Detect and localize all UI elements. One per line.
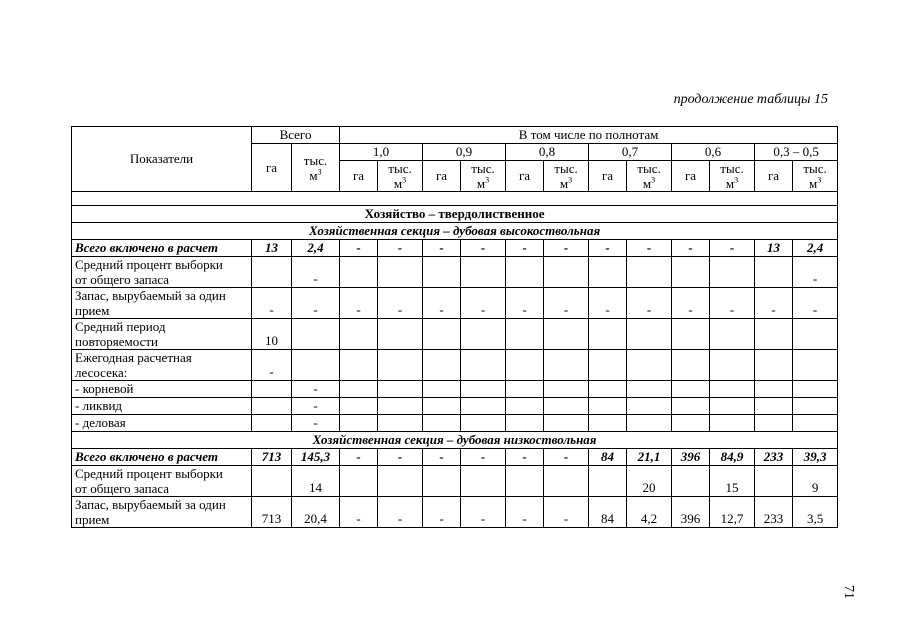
table-cell: 15	[710, 466, 755, 497]
table-cell: 84	[589, 497, 627, 528]
row-label: Запас, вырубаемый за один прием	[72, 288, 252, 319]
table-cell	[793, 350, 838, 381]
unit-ha: га	[589, 161, 627, 192]
unit-thous-m3: тыс. $м^3$	[544, 161, 589, 192]
table-cell	[292, 319, 340, 350]
table-cell	[755, 466, 793, 497]
table-cell: -	[461, 497, 506, 528]
table-cell: -	[461, 240, 506, 257]
forest-table	[71, 126, 838, 528]
table-cell: -	[378, 240, 423, 257]
table-cell	[755, 319, 793, 350]
table-cell: -	[793, 288, 838, 319]
unit-thous-m3: тыс. $м^3$	[378, 161, 423, 192]
table-cell	[544, 415, 589, 432]
header-indicators: Показатели	[72, 127, 252, 192]
table-cell	[672, 381, 710, 398]
table-cell	[589, 257, 627, 288]
table-cell	[506, 381, 544, 398]
page-number: 71	[841, 585, 856, 599]
header-row-1	[72, 127, 838, 144]
table-cell: -	[544, 449, 589, 466]
header-density-4: 0,7	[589, 144, 672, 161]
table-caption: продолжение таблицы 15	[673, 92, 828, 107]
table-cell	[672, 398, 710, 415]
row-label: Запас, вырубаемый за один прием	[72, 497, 252, 528]
table-cell: 4,2	[627, 497, 672, 528]
table-cell	[506, 257, 544, 288]
table-cell	[461, 381, 506, 398]
row-label: Ежегодная расчетная лесосека:	[72, 350, 252, 381]
table-cell: 21,1	[627, 449, 672, 466]
table-cell: -	[378, 288, 423, 319]
farm-title-row	[72, 206, 838, 223]
table-cell	[292, 350, 340, 381]
table-cell	[378, 415, 423, 432]
unit-thous-m3: тыс. $м^3$	[710, 161, 755, 192]
row-label: Всего включено в расчет	[72, 449, 252, 466]
table-cell	[627, 319, 672, 350]
table-cell	[627, 350, 672, 381]
table-cell	[589, 398, 627, 415]
table-cell: -	[627, 240, 672, 257]
table-cell: 713	[252, 497, 292, 528]
table-cell: -	[506, 240, 544, 257]
table-cell: -	[423, 240, 461, 257]
table-cell: -	[252, 350, 292, 381]
table-cell	[710, 257, 755, 288]
table-cell: 39,3	[793, 449, 838, 466]
table-cell	[589, 466, 627, 497]
table-cell	[544, 466, 589, 497]
table-cell: 2,4	[793, 240, 838, 257]
table-cell	[461, 398, 506, 415]
unit-ha: га	[340, 161, 378, 192]
table-cell: 3,5	[793, 497, 838, 528]
table-cell	[340, 398, 378, 415]
table-cell	[378, 257, 423, 288]
table-cell: -	[292, 415, 340, 432]
table-cell: 233	[755, 497, 793, 528]
row-label: Всего включено в расчет	[72, 240, 252, 257]
header-including: В том числе по полнотам	[340, 127, 838, 144]
table-cell	[506, 319, 544, 350]
table-cell	[755, 257, 793, 288]
table-cell: -	[710, 240, 755, 257]
table-cell: -	[423, 449, 461, 466]
table-cell	[506, 350, 544, 381]
table-cell	[252, 398, 292, 415]
table-cell	[710, 381, 755, 398]
header-total-ha: га	[252, 144, 292, 192]
blank-row	[72, 192, 838, 206]
unit-thous-m3: тыс. $м^3$	[793, 161, 838, 192]
table-cell: -	[340, 288, 378, 319]
table-cell	[423, 257, 461, 288]
table-cell: -	[710, 288, 755, 319]
table-cell	[506, 466, 544, 497]
table-cell	[544, 257, 589, 288]
table-cell	[589, 381, 627, 398]
table-cell: -	[755, 288, 793, 319]
table-cell	[672, 415, 710, 432]
table-cell: 84,9	[710, 449, 755, 466]
table-cell	[252, 381, 292, 398]
table-cell	[461, 257, 506, 288]
table-cell: -	[793, 257, 838, 288]
unit-thous-m3: тыс. $м^3$	[627, 161, 672, 192]
table-cell	[340, 257, 378, 288]
section-title-row	[72, 432, 838, 449]
table-cell	[755, 398, 793, 415]
table-row	[72, 497, 838, 528]
header-density-2: 0,9	[423, 144, 506, 161]
table-cell: 13	[755, 240, 793, 257]
table-cell: -	[589, 240, 627, 257]
unit-thous-m3: тыс. $м^3$	[461, 161, 506, 192]
table-cell: -	[506, 449, 544, 466]
table-cell	[506, 415, 544, 432]
table-cell	[423, 398, 461, 415]
table-cell: 10	[252, 319, 292, 350]
header-density-3: 0,8	[506, 144, 589, 161]
table-cell: -	[423, 288, 461, 319]
table-cell: -	[340, 497, 378, 528]
table-cell	[589, 415, 627, 432]
table-row	[72, 350, 838, 381]
table-cell	[461, 350, 506, 381]
table-cell: 713	[252, 449, 292, 466]
table-cell	[378, 319, 423, 350]
table-cell: 9	[793, 466, 838, 497]
table-cell	[423, 466, 461, 497]
table-cell	[340, 350, 378, 381]
table-cell	[252, 257, 292, 288]
table-cell: 396	[672, 497, 710, 528]
table-row	[72, 257, 838, 288]
table-cell	[755, 381, 793, 398]
table-cell	[672, 257, 710, 288]
row-label: Средний период повторяемости	[72, 319, 252, 350]
table-cell	[461, 466, 506, 497]
row-label: Средний процент выборки от общего запаса	[72, 466, 252, 497]
table-cell	[461, 319, 506, 350]
table-cell: 20	[627, 466, 672, 497]
table-row	[72, 288, 838, 319]
table-cell: -	[672, 288, 710, 319]
table-cell	[252, 466, 292, 497]
table-cell: 233	[755, 449, 793, 466]
table-cell: -	[461, 288, 506, 319]
table-cell: -	[627, 288, 672, 319]
table-cell: 84	[589, 449, 627, 466]
table-cell: 20,4	[292, 497, 340, 528]
table-cell: 14	[292, 466, 340, 497]
table-cell	[423, 319, 461, 350]
header-total: Всего	[252, 127, 340, 144]
table-cell: -	[378, 449, 423, 466]
table-cell: -	[252, 288, 292, 319]
table-cell	[710, 415, 755, 432]
table-cell	[672, 350, 710, 381]
table-cell	[710, 398, 755, 415]
table-cell	[672, 319, 710, 350]
table-cell: -	[672, 240, 710, 257]
table-cell	[710, 319, 755, 350]
unit-ha: га	[755, 161, 793, 192]
table-cell	[627, 257, 672, 288]
row-label: - корневой	[72, 381, 252, 398]
table-row	[72, 415, 838, 432]
table-row	[72, 240, 838, 257]
table-cell: -	[544, 240, 589, 257]
table-cell: -	[292, 398, 340, 415]
table-cell	[423, 350, 461, 381]
table-row	[72, 449, 838, 466]
table-cell	[793, 415, 838, 432]
table-cell	[340, 381, 378, 398]
row-label: - деловая	[72, 415, 252, 432]
section-title-row	[72, 223, 838, 240]
table-cell	[544, 350, 589, 381]
table-cell: -	[544, 288, 589, 319]
table-cell	[378, 466, 423, 497]
table-cell: -	[378, 497, 423, 528]
table-cell	[506, 398, 544, 415]
table-cell: -	[292, 381, 340, 398]
table-cell	[461, 415, 506, 432]
table-cell	[672, 466, 710, 497]
table-cell: -	[423, 497, 461, 528]
table-cell	[252, 415, 292, 432]
table-cell: 13	[252, 240, 292, 257]
table-cell: 145,3	[292, 449, 340, 466]
table-cell: 2,4	[292, 240, 340, 257]
table-cell	[589, 319, 627, 350]
table-row	[72, 398, 838, 415]
table-cell	[544, 381, 589, 398]
table-cell	[423, 415, 461, 432]
table-cell	[710, 350, 755, 381]
unit-ha: га	[506, 161, 544, 192]
table-cell	[340, 319, 378, 350]
table-cell	[793, 381, 838, 398]
table-cell: -	[589, 288, 627, 319]
table-cell: -	[461, 449, 506, 466]
farm-title: Хозяйство – твердолиственное	[72, 206, 838, 223]
table-cell: -	[340, 240, 378, 257]
table-row	[72, 319, 838, 350]
header-total-thous: тыс. $м^3$	[292, 144, 340, 192]
table-cell	[627, 415, 672, 432]
table-row	[72, 381, 838, 398]
table-cell	[755, 350, 793, 381]
table-cell: -	[506, 288, 544, 319]
table-cell	[544, 398, 589, 415]
table-cell: -	[292, 257, 340, 288]
table-cell	[544, 319, 589, 350]
table-cell	[378, 381, 423, 398]
section-title: Хозяйственная секция – дубовая низкоствольная	[72, 432, 838, 449]
table-cell	[589, 350, 627, 381]
table-cell	[755, 415, 793, 432]
table-cell: -	[292, 288, 340, 319]
table-cell: -	[506, 497, 544, 528]
table-cell	[378, 398, 423, 415]
header-density-1: 1,0	[340, 144, 423, 161]
table-cell	[378, 350, 423, 381]
table-cell	[340, 415, 378, 432]
row-label: Средний процент выборки от общего запаса	[72, 257, 252, 288]
row-label: - ликвид	[72, 398, 252, 415]
table-cell	[793, 319, 838, 350]
header-density-6: 0,3 – 0,5	[755, 144, 838, 161]
table-cell: -	[544, 497, 589, 528]
table-cell	[627, 398, 672, 415]
table-cell: 12,7	[710, 497, 755, 528]
table-cell	[793, 398, 838, 415]
table-row	[72, 466, 838, 497]
table-cell	[340, 466, 378, 497]
table-cell	[423, 381, 461, 398]
unit-ha: га	[672, 161, 710, 192]
table-cell	[627, 381, 672, 398]
header-density-5: 0,6	[672, 144, 755, 161]
unit-ha: га	[423, 161, 461, 192]
table-cell: 396	[672, 449, 710, 466]
section-title: Хозяйственная секция – дубовая высокоствольная	[72, 223, 838, 240]
table-cell: -	[340, 449, 378, 466]
